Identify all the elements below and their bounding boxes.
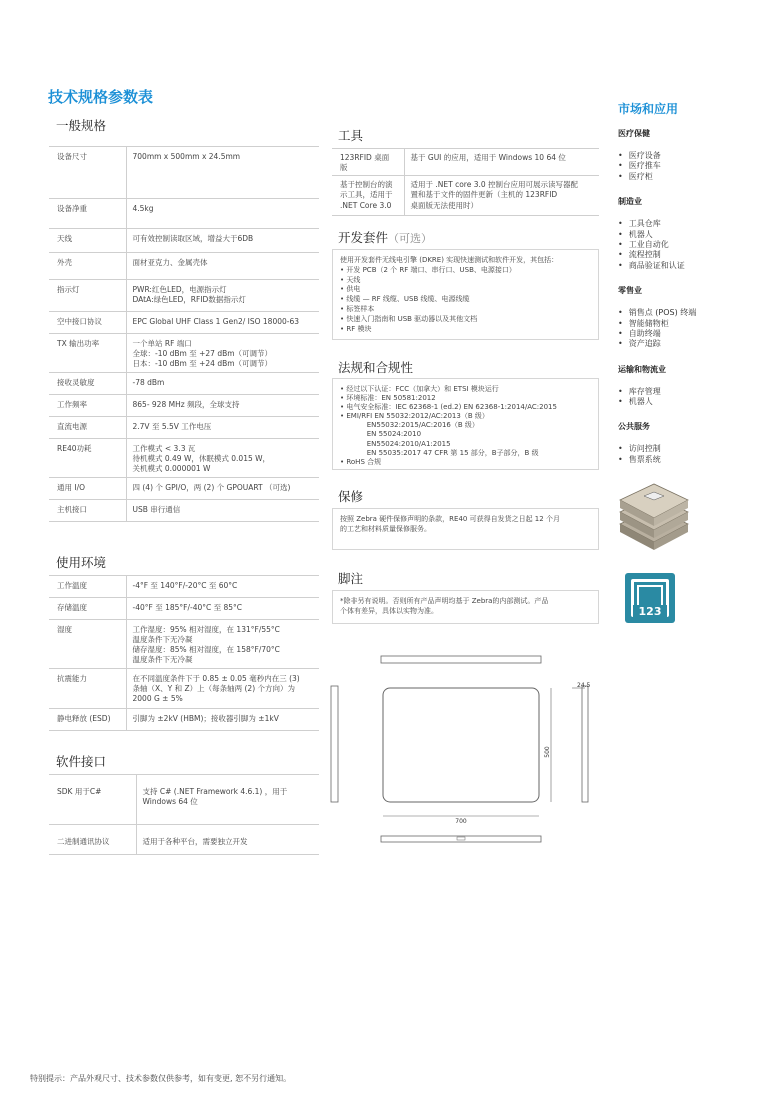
spec-row xyxy=(49,708,319,730)
devkit-item: • 快速入门指南和 USB 驱动器以及其他文档 xyxy=(340,314,478,323)
spec-value: 2.7V 至 5.5V 工作电压 xyxy=(126,417,319,439)
spec-key: 基于控制台的演 示工具，适用于 .NET Core 3.0 xyxy=(332,176,404,216)
market-item-label: 医疗推车 xyxy=(628,161,661,171)
spec-value: 700mm x 500mm x 24.5mm xyxy=(126,147,319,199)
market-groups xyxy=(618,128,768,479)
spec-row xyxy=(49,500,319,522)
market-item xyxy=(618,397,768,407)
market-item xyxy=(618,240,768,250)
spec-row xyxy=(332,176,599,216)
spec-value: 在不同温度条件下于 0.85 ± 0.05 毫秒内在三 (3) 条轴（X、Y 和 Z）上（每条轴两 (2) 个方向）为 2000 G ± 5% xyxy=(126,668,319,708)
spec-key: 设备净重 xyxy=(49,199,126,229)
market-item xyxy=(618,151,768,161)
devkit-box xyxy=(332,249,599,340)
spec-key: 静电释放 (ESD) xyxy=(49,708,126,730)
software-table-wrap xyxy=(49,774,319,855)
spec-row xyxy=(49,417,319,439)
spec-row xyxy=(49,775,319,825)
compliance-line: EN55032:2015/AC:2016（B 级） xyxy=(340,421,479,430)
footnote-title: 脚注 xyxy=(338,571,364,586)
spec-value: -78 dBm xyxy=(126,373,319,395)
market-group-heading: 零售业 xyxy=(618,286,642,296)
spec-value: 基于 GUI 的应用，适用于 Windows 10 64 位 xyxy=(404,149,599,176)
devkit-item: • RF 模块 xyxy=(340,324,372,333)
spec-key: 设备尺寸 xyxy=(49,147,126,199)
devkit-intro: 使用开发套件无线电引擎 (DKRE) 实现快速测试和软件开发，其包括： xyxy=(340,256,559,264)
height-dimension-label: 500 xyxy=(544,746,551,758)
market-group-list xyxy=(618,387,768,408)
compliance-line: EN 55035:2017 47 CFR 第 15 部分，B子部分，B 级 xyxy=(340,448,539,457)
devkit-item-label: 开发 PCB（2 个 RF 端口、串行口、USB、电源接口） xyxy=(346,265,516,274)
spec-key: 主机接口 xyxy=(49,500,126,522)
environment-title: 使用环境 xyxy=(56,555,107,570)
market-group-heading: 制造业 xyxy=(618,197,642,207)
spec-value: 适用于 .NET core 3.0 控制台应用可展示读写器配 置和基于文件的固件更新（主机的 123RFID 桌面版无法使用时） xyxy=(404,176,599,216)
devkit-item-label: 快速入门指南和 USB 驱动器以及其他文档 xyxy=(346,314,478,323)
spec-row xyxy=(49,373,319,395)
spec-value: -40°F 至 185°F/-40°C 至 85°C xyxy=(126,598,319,620)
general-specs-table-wrap xyxy=(49,146,319,522)
compliance-lines xyxy=(340,385,591,467)
market-item xyxy=(618,444,768,454)
spec-key: 直流电源 xyxy=(49,417,126,439)
spec-key: 空中接口协议 xyxy=(49,312,126,334)
market-item-label: 自助终端 xyxy=(628,328,661,338)
devkit-item: • 供电 xyxy=(340,285,361,294)
spec-key: 天线 xyxy=(49,229,126,253)
spec-row xyxy=(49,229,319,253)
spec-row xyxy=(49,620,319,669)
spec-row xyxy=(49,312,319,334)
market-item xyxy=(618,172,768,182)
devkit-item: • 开发 PCB（2 个 RF 端口、串行口、USB、电源接口） xyxy=(340,265,516,274)
badge-number: 123 xyxy=(633,605,667,618)
spec-key: SDK 用于C# xyxy=(49,775,136,825)
general-specs-title: 一般规格 xyxy=(56,118,107,133)
spec-key: 指示灯 xyxy=(49,280,126,312)
spec-row xyxy=(49,825,319,855)
market-group-list xyxy=(618,219,768,271)
depth-dimension-label: 24.5 xyxy=(577,682,591,689)
market-item xyxy=(618,161,768,171)
market-item xyxy=(618,329,768,339)
environment-table-wrap xyxy=(49,575,319,731)
market-group-list xyxy=(618,151,768,182)
tools-table-wrap xyxy=(332,148,599,216)
market-item-label: 售票系统 xyxy=(628,454,661,464)
market-item xyxy=(618,387,768,397)
environment-table xyxy=(49,575,319,731)
spec-value: -4°F 至 140°F/-20°C 至 60°C xyxy=(126,576,319,598)
market-item xyxy=(618,339,768,349)
rfid-module-image xyxy=(608,478,698,568)
spec-row xyxy=(49,439,319,478)
spec-value: 工作模式 < 3.3 瓦 待机模式 0.49 W，休眠模式 0.015 W， 关机模式 0.000001 W xyxy=(126,439,319,478)
spec-key: 存储温度 xyxy=(49,598,126,620)
market-item-label: 销售点 (POS) 终端 xyxy=(628,308,697,318)
devkit-title xyxy=(338,228,432,246)
drawing-top-view xyxy=(381,656,541,663)
market-item-label: 智能储物柜 xyxy=(628,318,669,328)
software-table xyxy=(49,774,319,855)
market-group-heading: 运输和物流业 xyxy=(618,364,666,374)
drawing-front-view xyxy=(383,688,539,802)
market-item xyxy=(618,308,768,318)
footnote-text: *除非另有说明。否则所有产品声明均基于 Zebra的内部测试。产品 个体有差异，具体以实物为准。 xyxy=(340,597,549,615)
market-group-list xyxy=(618,444,768,465)
spec-row xyxy=(49,199,319,229)
drawing-right-view xyxy=(582,686,588,802)
market-item xyxy=(618,219,768,229)
devkit-item-label: 标签样本 xyxy=(346,304,375,313)
spec-row xyxy=(49,253,319,280)
tools-table xyxy=(332,148,599,216)
spec-value: 引脚为 ±2kV (HBM)；接收器引脚为 ±1kV xyxy=(126,708,319,730)
devkit-list xyxy=(340,266,591,335)
drawing-left-view xyxy=(331,686,338,802)
market-item-label: 机器人 xyxy=(628,229,653,239)
spec-row xyxy=(49,334,319,373)
general-specs-table xyxy=(49,146,319,522)
devkit-title-text: 开发套件 xyxy=(338,230,389,245)
market-item-label: 流程控制 xyxy=(628,250,661,260)
devkit-item-label: 天线 xyxy=(346,275,361,284)
spec-value: PWR:红色LED，电源指示灯 DAtA:绿色LED，RFID数据指示灯 xyxy=(126,280,319,312)
warranty-text: 按照 Zebra 硬件保修声明的条款，RE40 可获得自发货之日起 12 个月 的工艺和材料质量保修服务。 xyxy=(340,515,560,533)
spec-value: 865- 928 MHz 频段，全球支持 xyxy=(126,395,319,417)
software-title: 软件接口 xyxy=(56,754,107,769)
devkit-item: • 标签样本 xyxy=(340,304,375,313)
spec-row xyxy=(49,478,319,500)
devkit-item-label: RF 模块 xyxy=(346,324,372,333)
width-dimension-label: 700 xyxy=(455,818,467,825)
market-title: 市场和应用 xyxy=(618,102,679,116)
spec-row xyxy=(49,395,319,417)
spec-key: TX 输出功率 xyxy=(49,334,126,373)
spec-value: 适用于各种平台，需要独立开发 xyxy=(136,825,319,855)
compliance-line: • 经过以下认证：FCC（加拿大）和 ETSI 模块运行 xyxy=(340,385,499,393)
spec-value: 一个单站 RF 端口 全球：-10 dBm 至 +27 dBm（可调节） 日本：-10 dBm 至 +24 dBm（可调节） xyxy=(126,334,319,373)
page-title: 技术规格参数表 xyxy=(48,88,154,106)
market-item-label: 工具仓库 xyxy=(628,219,661,229)
spec-row xyxy=(49,668,319,708)
spec-row xyxy=(332,149,599,176)
compliance-line: • 环境标准：EN 50581:2012 xyxy=(340,394,436,403)
spec-value: 工作湿度：95% 相对湿度，在 131°F/55°C 温度条件下无冷凝 储存湿度：85% 相对湿度，在 158°F/70°C 温度条件下无冷凝 xyxy=(126,620,319,669)
market-item-label: 商品验证和认证 xyxy=(628,260,685,270)
spec-value: 支持 C# (.NET Framework 4.6.1) ，用于 Windows 64 位 xyxy=(136,775,319,825)
spec-key: 抗震能力 xyxy=(49,668,126,708)
market-item xyxy=(618,230,768,240)
spec-key: 通用 I/O xyxy=(49,478,126,500)
market-item-label: 工业自动化 xyxy=(628,239,669,249)
spec-value: USB 串行通信 xyxy=(126,500,319,522)
compliance-line: • EMI/RFI EN 55032:2012/AC:2013（B 级） xyxy=(340,412,489,421)
market-group-list xyxy=(618,308,768,350)
compliance-line: EN 55024:2010 xyxy=(340,430,422,439)
warranty-box xyxy=(332,508,599,550)
spec-row xyxy=(49,598,319,620)
market-group-heading: 公共服务 xyxy=(618,422,650,432)
devkit-item-label: 供电 xyxy=(346,285,361,294)
compliance-box xyxy=(332,378,599,470)
spec-row xyxy=(49,280,319,312)
market-item xyxy=(618,250,768,260)
footnote-box xyxy=(332,590,599,624)
market-item-label: 医疗设备 xyxy=(628,151,661,160)
compliance-line: • 电气安全标准：IEC 62368-1 (ed.2) EN 62368-1:2014/AC:2015 xyxy=(340,403,557,412)
market-item-label: 机器人 xyxy=(628,397,653,407)
market-item-label: 访问控制 xyxy=(628,444,661,454)
spec-key: 工作频率 xyxy=(49,395,126,417)
compliance-line: EN55024:2010/A1:2015 xyxy=(340,439,451,448)
spec-key: 接收灵敏度 xyxy=(49,373,126,395)
spec-key: RE40功耗 xyxy=(49,439,126,478)
market-item xyxy=(618,319,768,329)
drawing-port xyxy=(457,837,465,840)
spec-row xyxy=(49,576,319,598)
spec-key: 外壳 xyxy=(49,253,126,280)
spec-value: 4.5kg xyxy=(126,199,319,229)
compliance-line: • RoHS 合规 xyxy=(340,457,382,466)
spec-value: EPC Global UHF Class 1 Gen2/ ISO 18000-63 xyxy=(126,312,319,334)
compliance-title: 法规和合规性 xyxy=(338,360,414,375)
warranty-title: 保修 xyxy=(338,489,364,504)
spec-key: 二进制通讯协议 xyxy=(49,825,136,855)
devkit-item: • 天线 xyxy=(340,275,361,284)
market-item xyxy=(618,261,768,271)
dimension-drawing xyxy=(325,650,600,850)
tools-title: 工具 xyxy=(338,128,364,143)
spec-key: 湿度 xyxy=(49,620,126,669)
spec-value: 面材亚克力、金属壳体 xyxy=(126,253,319,280)
spec-key: 123RFID 桌面版 xyxy=(332,149,404,176)
devkit-item: • 线缆 — RF 线缆、USB 线缆、电源线缆 xyxy=(340,295,470,304)
spec-value: 四 (4) 个 GPI/O，两 (2) 个 GPOUART （可选) xyxy=(126,478,319,500)
devkit-item-label: 线缆 — RF 线缆、USB 线缆、电源线缆 xyxy=(346,295,470,304)
devkit-title-note: （可选） xyxy=(388,232,433,245)
bottom-note: 特别提示：产品外观尺寸、技术参数仅供参考，如有变更, 恕不另行通知。 xyxy=(30,1074,292,1083)
market-item-label: 库存管理 xyxy=(628,386,661,396)
spec-key: 工作温度 xyxy=(49,576,126,598)
market-item-label: 资产追踪 xyxy=(628,339,661,349)
market-item-label: 医疗柜 xyxy=(628,171,653,181)
market-group-heading: 医疗保健 xyxy=(618,129,650,138)
123rfid-badge xyxy=(625,573,675,623)
market-item xyxy=(618,455,768,465)
spec-value: 可有效控制读取区域，增益大于6DB xyxy=(126,229,319,253)
spec-row xyxy=(49,147,319,199)
